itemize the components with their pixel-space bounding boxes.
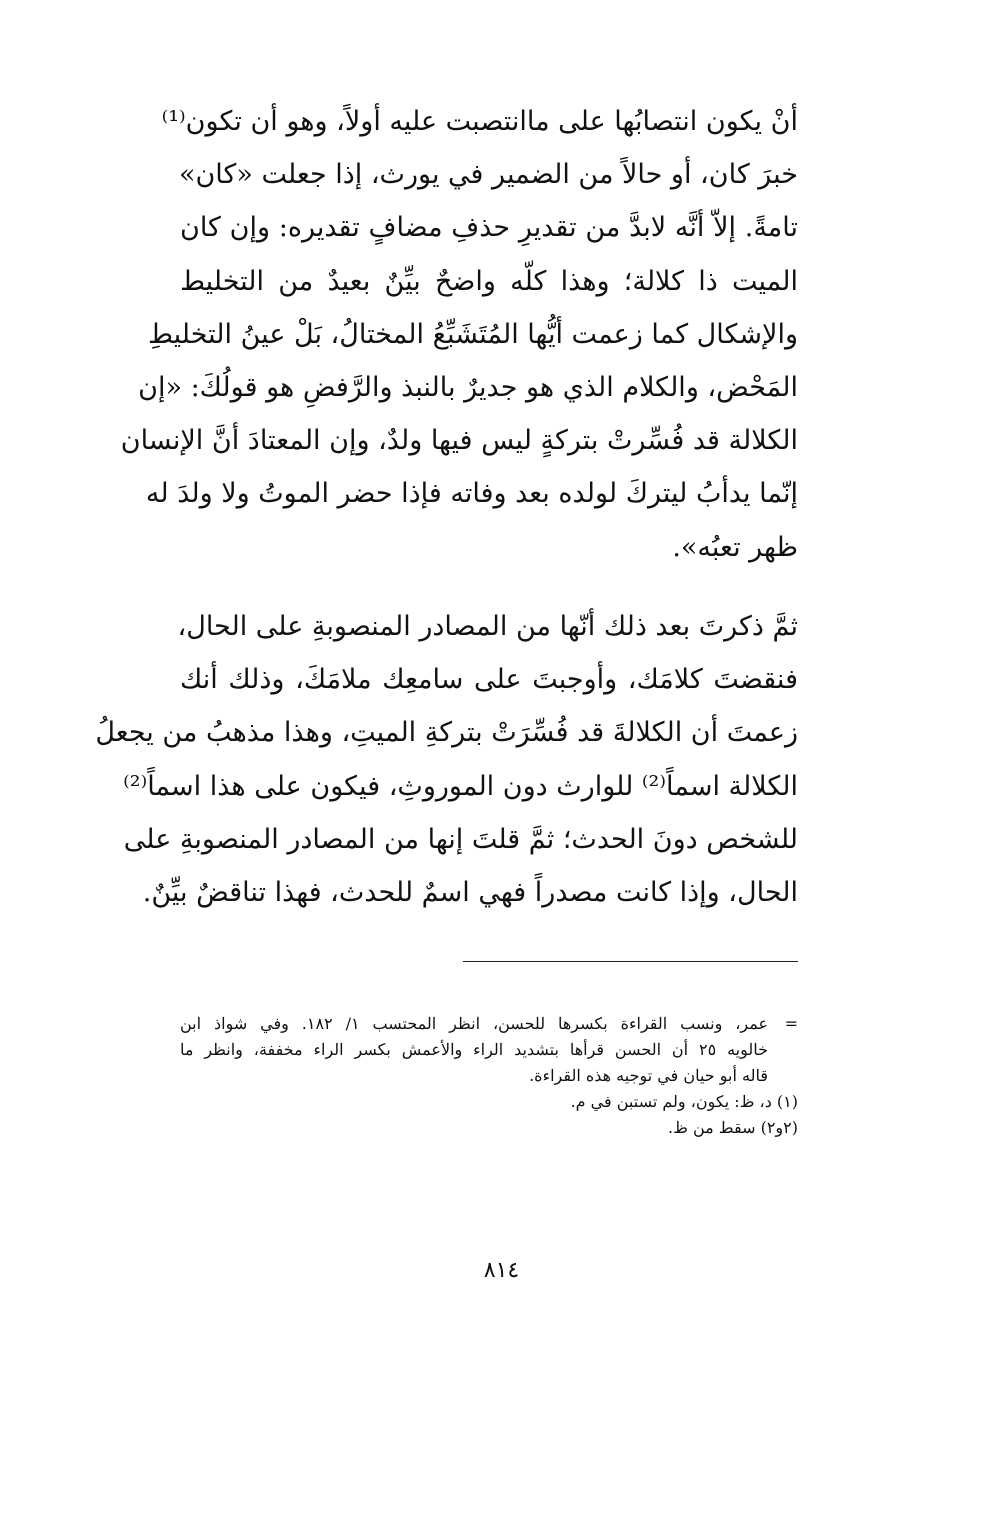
text-line: تامةً. إلاّ أنَّه لابدَّ من تقديرِ حذفِ مضافٍ تقديره: وإن كان xyxy=(180,212,798,244)
text-line: والإشكال كما زعمت أيُّها المُتَشَبِّعُ المختالُ، بَلْ عينُ التخليطِ xyxy=(148,318,798,350)
text-line: زعمتَ أن الكلالةَ قد فُسِّرَتْ بتركةِ الميتِ، وهذا مذهبُ من يجعلُ xyxy=(95,717,798,749)
footnote-1: (١) د، ظ: يكون، ولم تستبن في م. xyxy=(570,1092,798,1111)
text-line: الحال، وإذا كانت مصدراً فهي اسمٌ للحدث، فهذا تناقضٌ بيِّنٌ. xyxy=(142,876,798,908)
text-line: الكلالة اسماً⁽²⁾ للوارث دون الموروثِ، فيكون على هذا اسماً⁽²⁾ xyxy=(123,770,798,802)
footnote-text: قاله أبو حيان في توجيه هذه القراءة. xyxy=(529,1066,768,1085)
footnote-divider xyxy=(463,961,798,962)
text-line: للشخص دونَ الحدث؛ ثمَّ قلتَ إنها من المصادر المنصوبةِ على xyxy=(123,823,798,855)
text-line: ظهر تعبُه». xyxy=(672,531,798,563)
text-line: المَحْض، والكلام الذي هو جديرٌ بالنبذ والرَّفضِ هو قولُكَ: «إن xyxy=(138,371,798,403)
footnote-continuation-line xyxy=(180,1038,798,1064)
footnote-continuation-line xyxy=(180,1064,798,1090)
text-line: فنقضتَ كلامَك، وأوجبتَ على سامعِك ملامَكَ، وذلك أنك xyxy=(180,664,798,696)
text-line: خبرَ كان، أو حالاً من الضمير في يورث، إذا جعلت «كان» xyxy=(178,159,798,191)
footnotes xyxy=(180,1012,798,1142)
text-line: الكلالة قد فُسِّرتْ بتركةٍ ليس فيها ولدٌ، وإن المعتادَ أنَّ الإنسان xyxy=(120,425,798,457)
text-line: أنْ يكون انتصابُها على ماانتصبت عليه أولاً، وهو أن تكون⁽¹⁾ xyxy=(161,106,798,137)
text-line: إنّما يدأبُ ليتركَ لولده بعد وفاته فإذا حضر الموتُ ولا ولدَ له xyxy=(145,478,798,510)
footnote-2: (٢و٢) سقط من ظ. xyxy=(668,1118,798,1137)
paragraph-2 xyxy=(95,605,798,924)
text-line: الميت ذا كلالة؛ وهذا كلّه واضحٌ بيِّنٌ بعيدٌ من التخليط xyxy=(180,265,798,297)
footnote-continuation-line xyxy=(180,1012,798,1038)
paragraph-1 xyxy=(120,100,798,579)
continuation-marker: = xyxy=(784,1014,798,1033)
footnote-text: خالويه ٢٥ أن الحسن قرأها بتشديد الراء والأعمش بكسر الراء مخففة، وانظر ما xyxy=(180,1040,769,1059)
footnote-text: عمر، ونسب القراءة بكسرها للحسن، انظر المحتسب ١/ ١٨٢. وفي شواذ ابن xyxy=(180,1014,769,1033)
page-number: ٨١٤ xyxy=(483,1258,520,1283)
text-line: ثمَّ ذكرتَ بعد ذلك أنّها من المصادر المنصوبةِ على الحال، xyxy=(177,611,798,642)
